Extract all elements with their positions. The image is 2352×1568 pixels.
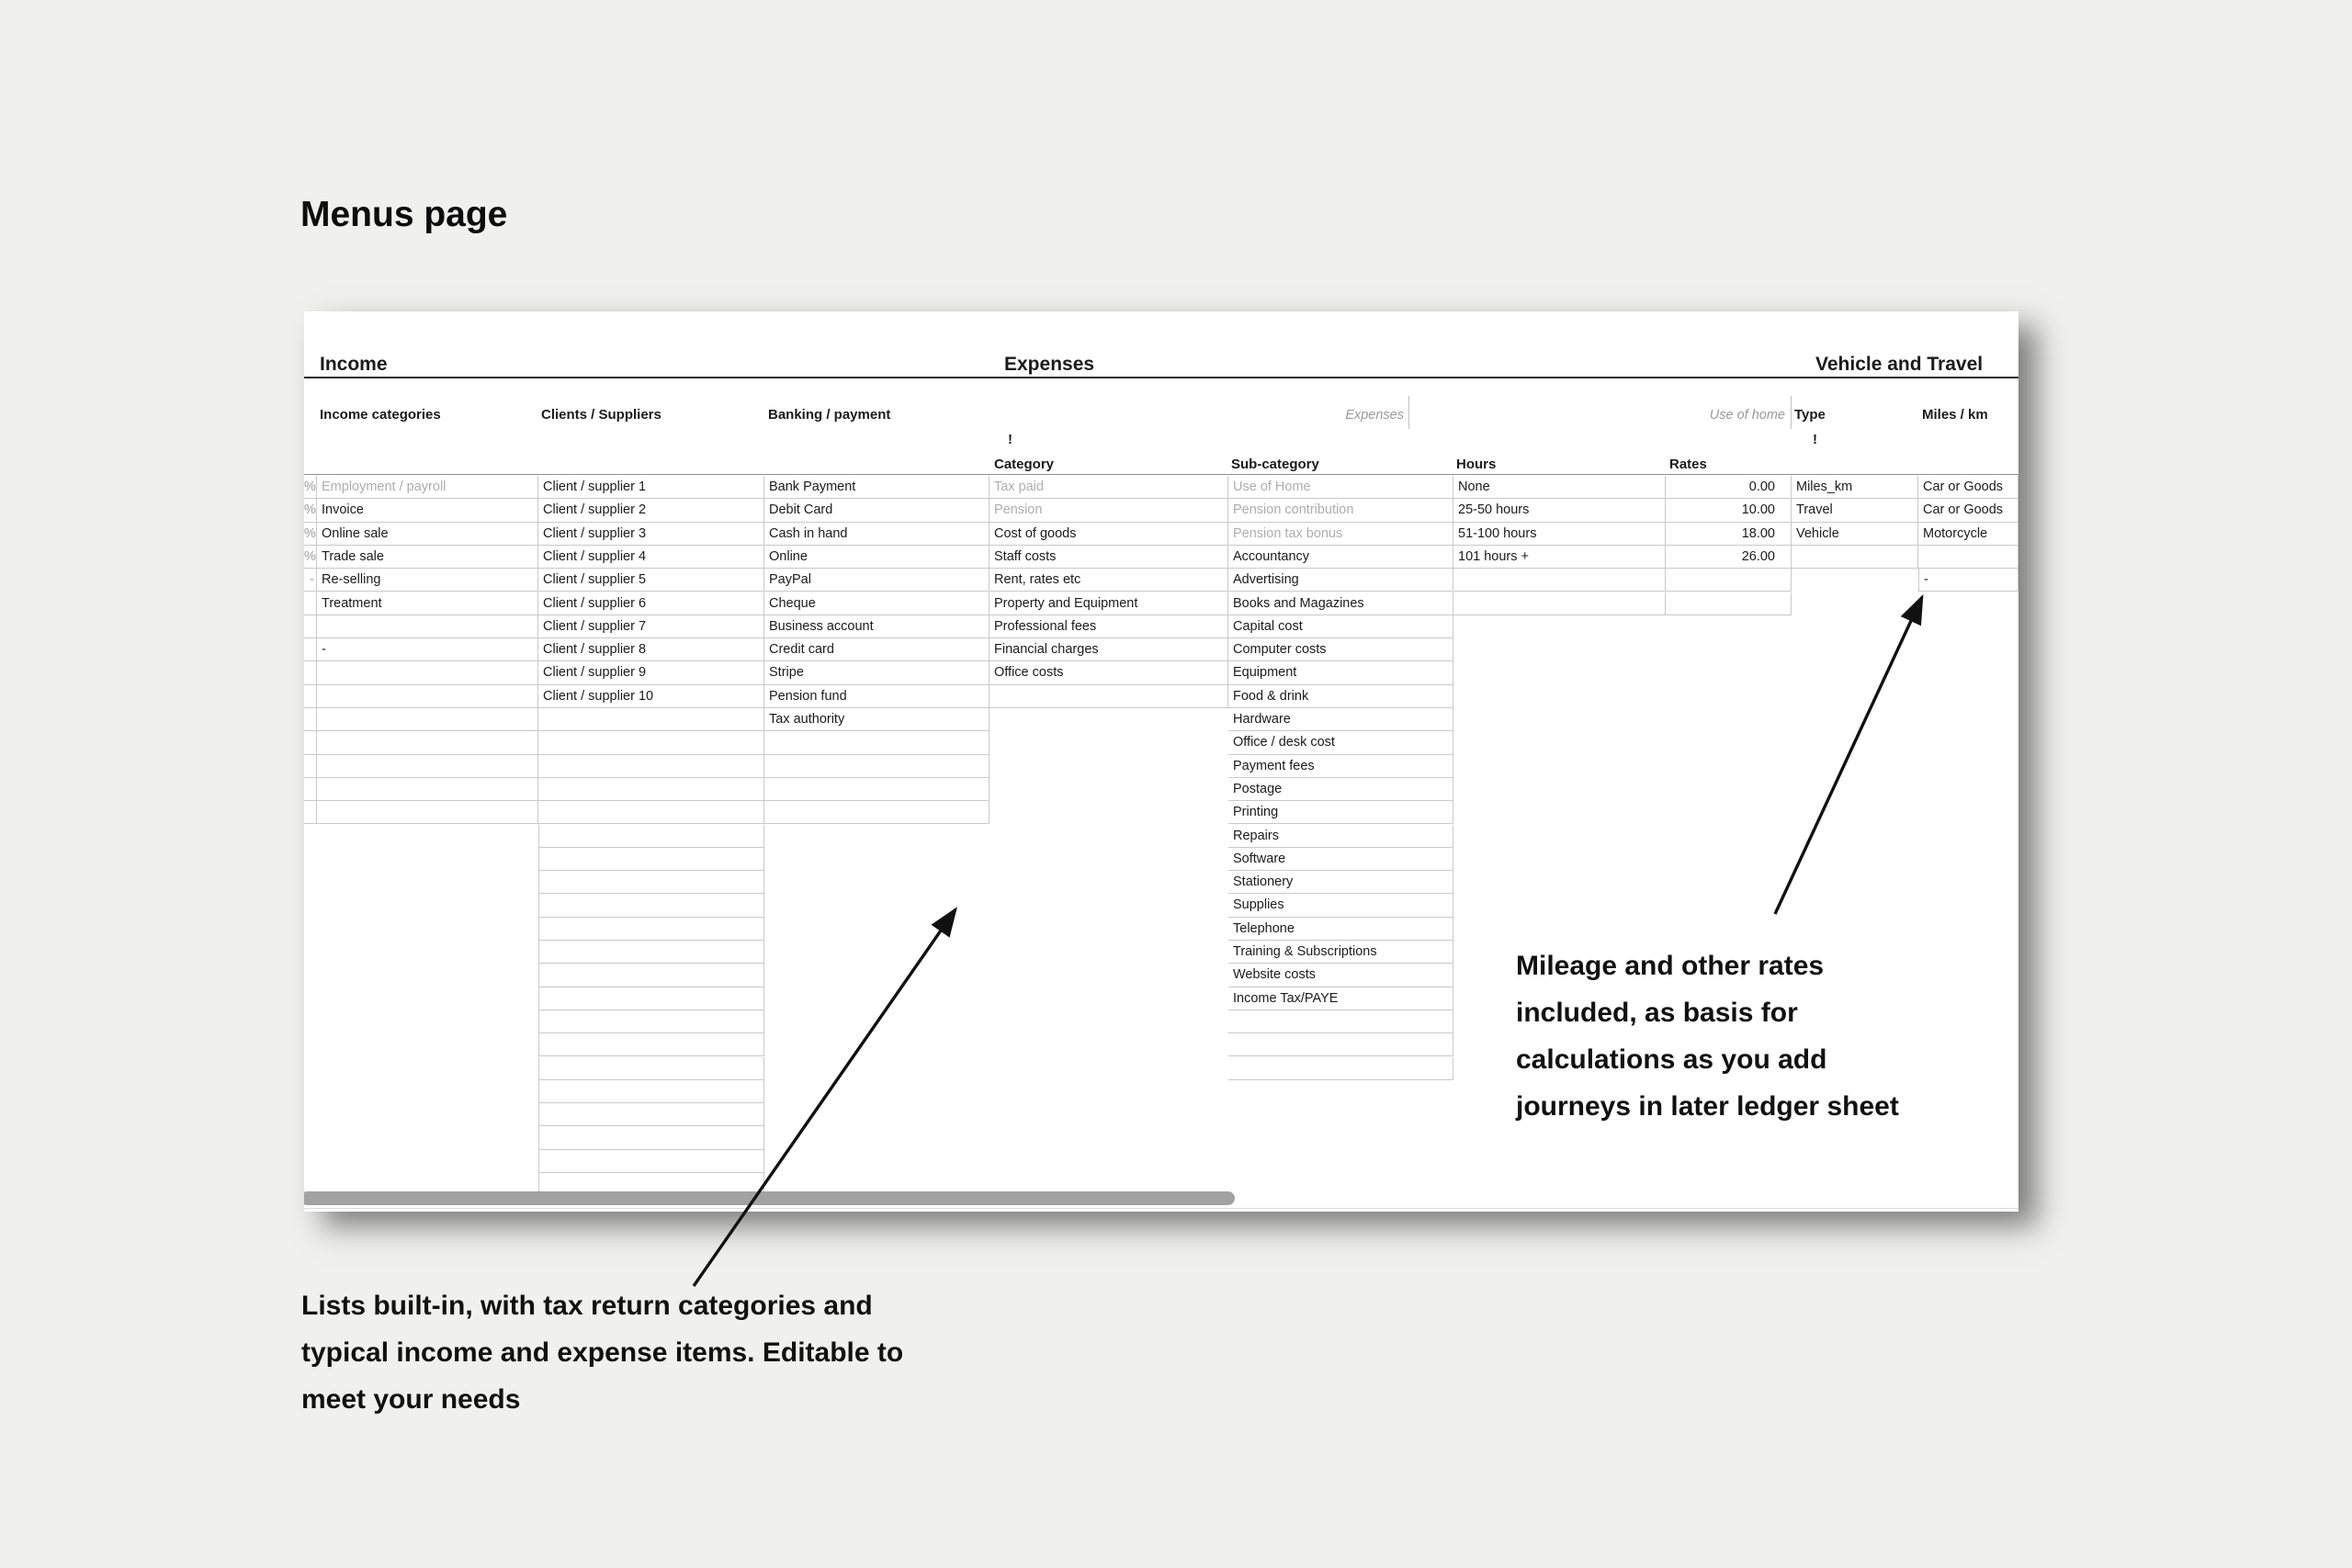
note-line: journeys in later ledger sheet: [1516, 1091, 1899, 1122]
note-line: meet your needs: [301, 1384, 521, 1415]
cell-income-11[interactable]: [317, 731, 538, 754]
cell-income-7[interactable]: -: [317, 638, 538, 661]
cell-rates-4[interactable]: [1666, 569, 1792, 592]
cell-subcategory-5[interactable]: Books and Magazines: [1228, 592, 1453, 615]
cell-clients-13[interactable]: [538, 778, 764, 801]
cell-miles-1[interactable]: Car or Goods: [1918, 499, 2018, 522]
cell-hours-3[interactable]: 101 hours +: [1453, 546, 1666, 569]
cell-banking-0[interactable]: Bank Payment: [764, 476, 989, 499]
cell-clients-21[interactable]: [538, 964, 764, 987]
cell-income-2[interactable]: Online sale: [317, 523, 538, 546]
cell-clients-22[interactable]: [538, 987, 764, 1010]
cell-colA-5[interactable]: [304, 592, 317, 615]
section-underline: [304, 377, 2018, 378]
cell-clients-12[interactable]: [538, 755, 764, 778]
cell-type-0[interactable]: Miles_km: [1792, 476, 1918, 499]
column-header-type: Type: [1794, 407, 1826, 423]
warning-mark-category: !: [1008, 432, 1012, 447]
cell-clients-15[interactable]: [538, 825, 764, 848]
cell-clients-29[interactable]: [538, 1150, 764, 1173]
cell-banking-9[interactable]: Pension fund: [764, 685, 989, 708]
cell-category-6[interactable]: Professional fees: [989, 615, 1228, 638]
cell-colA-13[interactable]: [304, 778, 317, 801]
annotation-mileage-note: [1516, 942, 1899, 1130]
cell-clients-5[interactable]: Client / supplier 6: [538, 592, 764, 615]
cell-income-4[interactable]: Re-selling: [317, 569, 538, 592]
cell-banking-5[interactable]: Cheque: [764, 592, 989, 615]
cell-category-3[interactable]: Staff costs: [989, 546, 1228, 569]
cell-clients-10[interactable]: [538, 708, 764, 731]
column-header-clients: Clients / Suppliers: [541, 407, 662, 423]
cell-banking-13[interactable]: [764, 778, 989, 801]
cell-rates-0[interactable]: 0.00: [1666, 476, 1792, 499]
cell-category-9[interactable]: [989, 685, 1228, 708]
cell-hours-1[interactable]: 25-50 hours: [1453, 499, 1666, 522]
cell-colA-3[interactable]: %: [304, 546, 317, 569]
cell-colA-9[interactable]: [304, 685, 317, 708]
note-line: calculations as you add: [1516, 1044, 1827, 1075]
cell-clients-3[interactable]: Client / supplier 4: [538, 546, 764, 569]
cell-subcategory-8[interactable]: Equipment: [1228, 661, 1453, 684]
cell-colA-2[interactable]: %: [304, 523, 317, 546]
cell-subcategory-1[interactable]: Pension contribution: [1228, 499, 1453, 522]
cell-clients-9[interactable]: Client / supplier 10: [538, 685, 764, 708]
cell-subcategory-2[interactable]: Pension tax bonus: [1228, 523, 1453, 546]
section-header-vehicle: Vehicle and Travel: [1815, 354, 1984, 375]
cell-category-8[interactable]: Office costs: [989, 661, 1228, 684]
cell-colA-8[interactable]: [304, 661, 317, 684]
cell-subcategory-19[interactable]: Telephone: [1228, 918, 1453, 941]
cell-type-2[interactable]: Vehicle: [1792, 523, 1918, 546]
cell-subcategory-17[interactable]: Stationery: [1228, 871, 1453, 894]
cell-subcategory-18[interactable]: Supplies: [1228, 894, 1453, 917]
cell-subcategory-10[interactable]: Hardware: [1228, 708, 1453, 731]
cell-hours-2[interactable]: 51-100 hours: [1453, 523, 1666, 546]
cell-clients-25[interactable]: [538, 1057, 764, 1080]
note-line: included, as basis for: [1516, 998, 1798, 1028]
cell-banking-7[interactable]: Credit card: [764, 638, 989, 661]
cell-miles-2[interactable]: Motorcycle: [1918, 523, 2018, 546]
cell-clients-14[interactable]: [538, 801, 764, 824]
cell-clients-17[interactable]: [538, 871, 764, 894]
cell-banking-4[interactable]: PayPal: [764, 569, 989, 592]
horizontal-scrollbar[interactable]: [304, 1191, 1235, 1205]
cell-rates-3[interactable]: 26.00: [1666, 546, 1792, 569]
data-top-border: [304, 474, 2018, 475]
cell-colA-12[interactable]: [304, 755, 317, 778]
cell-clients-23[interactable]: [538, 1010, 764, 1033]
cell-income-5[interactable]: Treatment: [317, 592, 538, 615]
cell-banking-8[interactable]: Stripe: [764, 661, 989, 684]
cell-category-1[interactable]: Pension: [989, 499, 1228, 522]
cell-subcategory-20[interactable]: Training & Subscriptions: [1228, 941, 1453, 964]
cell-clients-28[interactable]: [538, 1126, 764, 1149]
cell-clients-8[interactable]: Client / supplier 9: [538, 661, 764, 684]
hint-expenses-sheet: Expenses: [1345, 408, 1404, 423]
column-header-category: Category: [994, 457, 1055, 472]
warning-mark-type: !: [1813, 432, 1817, 447]
cell-colA-10[interactable]: [304, 708, 317, 731]
cell-rates-5[interactable]: [1666, 592, 1792, 615]
cell-subcategory-7[interactable]: Computer costs: [1228, 638, 1453, 661]
cell-clients-18[interactable]: [538, 894, 764, 917]
cell-income-3[interactable]: Trade sale: [317, 546, 538, 569]
cell-hours-5[interactable]: [1453, 592, 1666, 615]
cell-banking-1[interactable]: Debit Card: [764, 499, 989, 522]
cell-banking-6[interactable]: Business account: [764, 615, 989, 638]
cell-clients-4[interactable]: Client / supplier 5: [538, 569, 764, 592]
cell-clients-6[interactable]: Client / supplier 7: [538, 615, 764, 638]
column-header-income-categories: Income categories: [320, 407, 441, 423]
cell-colA-4[interactable]: -: [304, 569, 317, 592]
cell-colA-1[interactable]: %: [304, 499, 317, 522]
cell-subcategory-25[interactable]: [1228, 1057, 1453, 1080]
page-title: Menus page: [300, 195, 508, 234]
cell-category-7[interactable]: Financial charges: [989, 638, 1228, 661]
cell-income-10[interactable]: [317, 708, 538, 731]
column-header-rates: Rates: [1669, 457, 1707, 472]
cell-subcategory-11[interactable]: Office / desk cost: [1228, 731, 1453, 754]
cell-colA-7[interactable]: [304, 638, 317, 661]
cell-banking-3[interactable]: Online: [764, 546, 989, 569]
cell-banking-11[interactable]: [764, 731, 989, 754]
cell-hours-0[interactable]: None: [1453, 476, 1666, 499]
cell-subcategory-24[interactable]: [1228, 1033, 1453, 1056]
column-header-banking: Banking / payment: [768, 407, 891, 423]
cell-colA-14[interactable]: [304, 801, 317, 824]
cell-colA-6[interactable]: [304, 615, 317, 638]
cell-income-9[interactable]: [317, 685, 538, 708]
cell-clients-26[interactable]: [538, 1080, 764, 1103]
cell-clients-0[interactable]: Client / supplier 1: [538, 476, 764, 499]
section-header-income: Income: [320, 354, 388, 375]
cell-clients-11[interactable]: [538, 731, 764, 754]
annotation-lists-note: [301, 1282, 903, 1423]
note-line: Mileage and other rates: [1516, 951, 1825, 981]
cell-banking-14[interactable]: [764, 801, 989, 824]
cell-clients-2[interactable]: Client / supplier 3: [538, 523, 764, 546]
cell-income-13[interactable]: [317, 778, 538, 801]
cell-rates-2[interactable]: 18.00: [1666, 523, 1792, 546]
cell-clients-19[interactable]: [538, 918, 764, 941]
section-header-expenses: Expenses: [1004, 354, 1095, 375]
cell-miles-0[interactable]: Car or Goods: [1918, 476, 2018, 499]
header-divider: [1791, 396, 1792, 429]
cell-miles-3[interactable]: [1918, 546, 2018, 569]
cell-banking-12[interactable]: [764, 755, 989, 778]
cell-income-8[interactable]: [317, 661, 538, 684]
cell-subcategory-6[interactable]: Capital cost: [1228, 615, 1453, 638]
cell-banking-10[interactable]: Tax authority: [764, 708, 989, 731]
cell-subcategory-21[interactable]: Website costs: [1228, 964, 1453, 987]
cell-subcategory-0[interactable]: Use of Home: [1228, 476, 1453, 499]
cell-category-5[interactable]: Property and Equipment: [989, 592, 1228, 615]
cell-clients-16[interactable]: [538, 848, 764, 871]
cell-income-14[interactable]: [317, 801, 538, 824]
cell-subcategory-23[interactable]: [1228, 1010, 1453, 1033]
cell-type-1[interactable]: Travel: [1792, 499, 1918, 522]
cell-income-12[interactable]: [317, 755, 538, 778]
note-line: Lists built-in, with tax return categories and: [301, 1291, 873, 1321]
cell-category-2[interactable]: Cost of goods: [989, 523, 1228, 546]
column-header-hours: Hours: [1456, 457, 1497, 472]
cell-subcategory-22[interactable]: Income Tax/PAYE: [1228, 987, 1453, 1010]
header-divider: [1408, 396, 1409, 429]
cell-subcategory-15[interactable]: Repairs: [1228, 825, 1453, 848]
note-line: typical income and expense items. Editable to: [301, 1337, 904, 1368]
cell-subcategory-13[interactable]: Postage: [1228, 778, 1453, 801]
cell-clients-1[interactable]: Client / supplier 2: [538, 499, 764, 522]
cell-subcategory-3[interactable]: Accountancy: [1228, 546, 1453, 569]
cell-clients-7[interactable]: Client / supplier 8: [538, 638, 764, 661]
cell-subcategory-16[interactable]: Software: [1228, 848, 1453, 871]
cell-subcategory-12[interactable]: Payment fees: [1228, 755, 1453, 778]
hint-use-of-home-sheet: Use of home: [1709, 408, 1785, 423]
cell-subcategory-4[interactable]: Advertising: [1228, 569, 1453, 592]
cell-colA-0[interactable]: %: [304, 476, 317, 499]
cell-income-6[interactable]: [317, 615, 538, 638]
cell-clients-27[interactable]: [538, 1103, 764, 1126]
cell-hours-4[interactable]: [1453, 569, 1666, 592]
cell-clients-20[interactable]: [538, 941, 764, 964]
cell-type-3[interactable]: [1792, 546, 1918, 569]
cell-colA-11[interactable]: [304, 731, 317, 754]
cell-banking-2[interactable]: Cash in hand: [764, 523, 989, 546]
cell-category-0[interactable]: Tax paid: [989, 476, 1228, 499]
cell-category-4[interactable]: Rent, rates etc: [989, 569, 1228, 592]
column-header-miles: Miles / km: [1922, 407, 1988, 423]
cell-clients-24[interactable]: [538, 1033, 764, 1056]
cell-income-0[interactable]: Employment / payroll: [317, 476, 538, 499]
sheet-bottom-edge: [304, 1208, 2018, 1209]
cell-subcategory-9[interactable]: Food & drink: [1228, 685, 1453, 708]
cell-income-1[interactable]: Invoice: [317, 499, 538, 522]
cell-miles-4[interactable]: -: [1918, 569, 2018, 592]
cell-rates-1[interactable]: 10.00: [1666, 499, 1792, 522]
column-header-subcategory: Sub-category: [1231, 457, 1319, 472]
cell-subcategory-14[interactable]: Printing: [1228, 801, 1453, 824]
